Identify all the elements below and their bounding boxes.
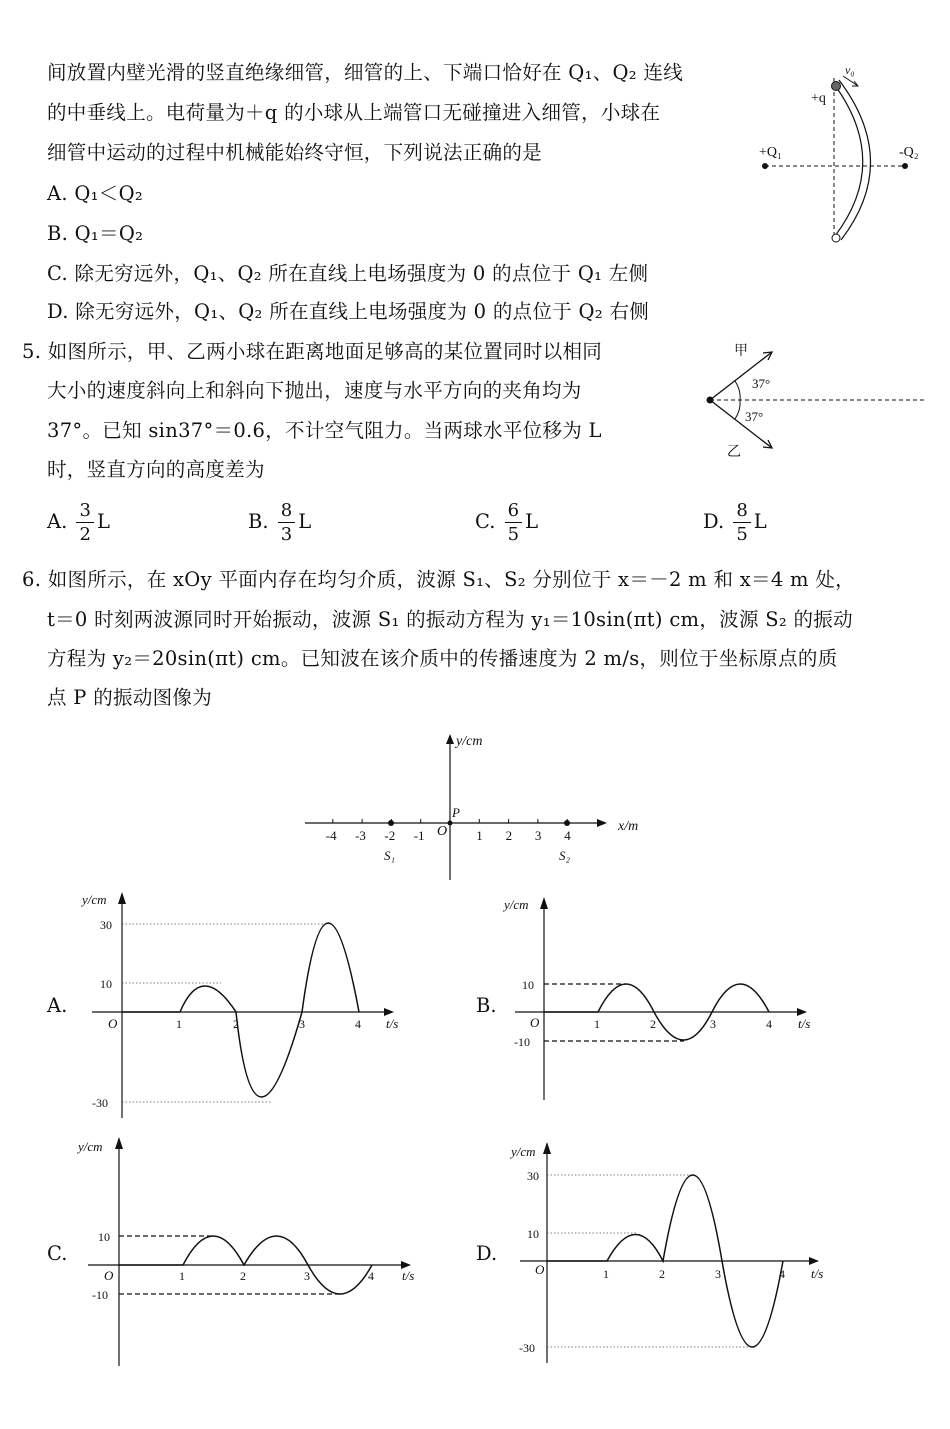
graph-d-ytick-10: 10 — [527, 1227, 539, 1241]
graph-a-ytick-30: 30 — [100, 918, 112, 932]
graph-d-origin: O — [535, 1262, 545, 1277]
q6-option-a-label[interactable]: A. — [47, 994, 68, 1017]
graph-b-ylabel: y/cm — [504, 897, 529, 912]
graph-a-xlabel: t/s — [386, 1016, 399, 1031]
graph-c-xtick-3: 3 — [304, 1269, 310, 1283]
q5-line-2: 大小的速度斜向上和斜向下抛出，速度与水平方向的夹角均为 — [47, 379, 582, 402]
q4-charge-label: +q — [811, 91, 826, 106]
q5-option-a[interactable]: A. $\frac{3}{2}$ L — [47, 500, 110, 545]
q4-left-charge-label: +Q₁ — [759, 145, 782, 160]
graph-b-xtick-1: 1 — [594, 1017, 600, 1031]
graph-a-ytick-neg30: -30 — [92, 1096, 108, 1110]
graph-a-xtick-2: 2 — [233, 1017, 239, 1031]
q4-option-b[interactable]: B. Q₁＝Q₂ — [47, 222, 144, 245]
q5-yi-label: 乙 — [727, 445, 741, 460]
graph-c-ytick-10: 10 — [98, 1230, 110, 1244]
q6-xtick-label: -3 — [355, 828, 366, 843]
graph-b-axes — [515, 897, 807, 1100]
graph-d-xtick-4: 4 — [779, 1267, 785, 1281]
q6-ylabel: y/cm — [456, 734, 483, 749]
q5-jia-label: 甲 — [734, 344, 748, 359]
graph-b-ytick-10: 10 — [522, 978, 534, 992]
q4-right-charge-label: -Q₂ — [899, 145, 919, 160]
q6-s2-label: S₂ — [559, 848, 571, 863]
q5-option-d[interactable]: D. $\frac{8}{5}$ L — [703, 500, 767, 545]
graph-d-xtick-3: 3 — [715, 1267, 721, 1281]
q6-graph-d[interactable] — [505, 1140, 850, 1365]
graph-a-origin: O — [108, 1016, 118, 1031]
q5-throw-figure — [700, 340, 930, 460]
q6-xtick-label: 1 — [476, 828, 483, 843]
q4-line-3: 细管中运动的过程中机械能始终守恒，下列说法正确的是 — [47, 141, 543, 164]
graph-b-origin: O — [530, 1015, 540, 1030]
graph-b-xtick-2: 2 — [650, 1017, 656, 1031]
q4-line-2: 的中垂线上。电荷量为＋q 的小球从上端管口无碰撞进入细管，小球在 — [47, 101, 661, 124]
graph-a-curve — [122, 923, 359, 1097]
graph-d-ytick-neg30: -30 — [519, 1341, 535, 1355]
graph-d-xtick-1: 1 — [603, 1267, 609, 1281]
q6-graph-a[interactable] — [72, 890, 422, 1120]
graph-b-xtick-4: 4 — [766, 1017, 772, 1031]
graph-c-xtick-2: 2 — [240, 1269, 246, 1283]
graph-c-ytick-neg10: -10 — [92, 1288, 108, 1302]
q6-s1-point — [388, 820, 394, 826]
q6-line-4: 点 P 的振动图像为 — [47, 686, 213, 709]
graph-c-xtick-4: 4 — [368, 1269, 374, 1283]
q6-option-d-label[interactable]: D. — [476, 1242, 498, 1265]
q6-origin: O — [437, 824, 448, 839]
graph-b-ytick-neg10: -10 — [514, 1035, 530, 1049]
q6-xtick-label: -4 — [325, 828, 337, 843]
q4-v0-label: v₀ — [845, 63, 855, 77]
graph-c-xtick-1: 1 — [179, 1269, 185, 1283]
graph-a-xtick-4: 4 — [355, 1017, 361, 1031]
q5-line-3: 37°。已知 sin37°＝0.6，不计空气阻力。当两球水平位移为 L — [47, 419, 602, 442]
graph-d-xlabel: t/s — [811, 1266, 824, 1281]
q4-option-a[interactable]: A. Q₁＜Q₂ — [47, 182, 143, 205]
q6-line-2: t＝0 时刻两波源同时开始振动，波源 S₁ 的振动方程为 y₁＝10sin(πt) cm，波源 S₂ 的振动 — [47, 608, 853, 631]
q6-graph-b[interactable] — [500, 895, 840, 1105]
q4-tube-figure — [755, 58, 935, 253]
q6-xtick-label: -2 — [384, 828, 396, 843]
q6-p-label: P — [452, 805, 460, 820]
q5-angle-bottom: 37° — [745, 409, 764, 424]
q5-line-1: 5. 如图所示，甲、乙两小球在距离地面足够高的某位置同时以相同 — [22, 340, 603, 363]
graph-d-ylabel: y/cm — [511, 1144, 536, 1159]
q6-graph-c[interactable] — [72, 1135, 422, 1370]
graph-a-ytick-10: 10 — [100, 977, 112, 991]
q6-s2-point — [564, 820, 570, 826]
graph-a-axes — [92, 892, 394, 1118]
q6-s1-label: S₁ — [384, 848, 396, 863]
graph-c-ylabel: y/cm — [78, 1139, 103, 1154]
q5-angle-top: 37° — [752, 376, 771, 391]
graph-c-axes — [88, 1137, 411, 1366]
graph-a-xtick-3: 3 — [299, 1017, 305, 1031]
graph-d-ytick-30: 30 — [527, 1169, 539, 1183]
q6-xtick-label: 4 — [564, 828, 571, 843]
q4-line-1: 间放置内壁光滑的竖直绝缘细管，细管的上、下端口恰好在 Q₁、Q₂ 连线 — [47, 61, 684, 84]
graph-d-xtick-2: 2 — [659, 1267, 665, 1281]
graph-b-xtick-3: 3 — [710, 1017, 716, 1031]
q6-option-b-label[interactable]: B. — [476, 994, 497, 1017]
q6-option-c-label[interactable]: C. — [47, 1242, 68, 1265]
graph-a-ylabel: y/cm — [82, 892, 107, 907]
q6-xtick-label: 2 — [505, 828, 513, 843]
q6-line-1: 6. 如图所示，在 xOy 平面内存在均匀介质，波源 S₁、S₂ 分别位于 x＝－2 m 和 x＝4 m 处， — [22, 568, 855, 591]
graph-a-xtick-1: 1 — [176, 1017, 182, 1031]
graph-b-xlabel: t/s — [798, 1016, 811, 1031]
graph-c-origin: O — [104, 1268, 114, 1283]
q6-line-3: 方程为 y₂＝20sin(πt) cm。已知波在该介质中的传播速度为 2 m/s，则位于坐标原点的质 — [47, 647, 838, 670]
q4-option-c[interactable]: C. 除无穷远外，Q₁、Q₂ 所在直线上电场强度为 0 的点位于 Q₁ 左侧 — [47, 262, 649, 285]
q5-option-c[interactable]: C. $\frac{6}{5}$ L — [475, 500, 539, 545]
q6-p-point — [448, 821, 453, 826]
q6-xlabel: x/m — [618, 819, 639, 834]
q4-option-d[interactable]: D. 除无穷远外，Q₁、Q₂ 所在直线上电场强度为 0 的点位于 Q₂ 右侧 — [47, 300, 650, 323]
q6-xtick-label: 3 — [534, 828, 542, 843]
q5-line-4: 时，竖直方向的高度差为 — [47, 458, 265, 481]
q6-xtick-label: -1 — [413, 828, 425, 843]
q5-option-b[interactable]: B. $\frac{8}{3}$ L — [248, 500, 312, 545]
graph-c-xlabel: t/s — [402, 1268, 415, 1283]
q6-axis-figure — [300, 730, 650, 885]
